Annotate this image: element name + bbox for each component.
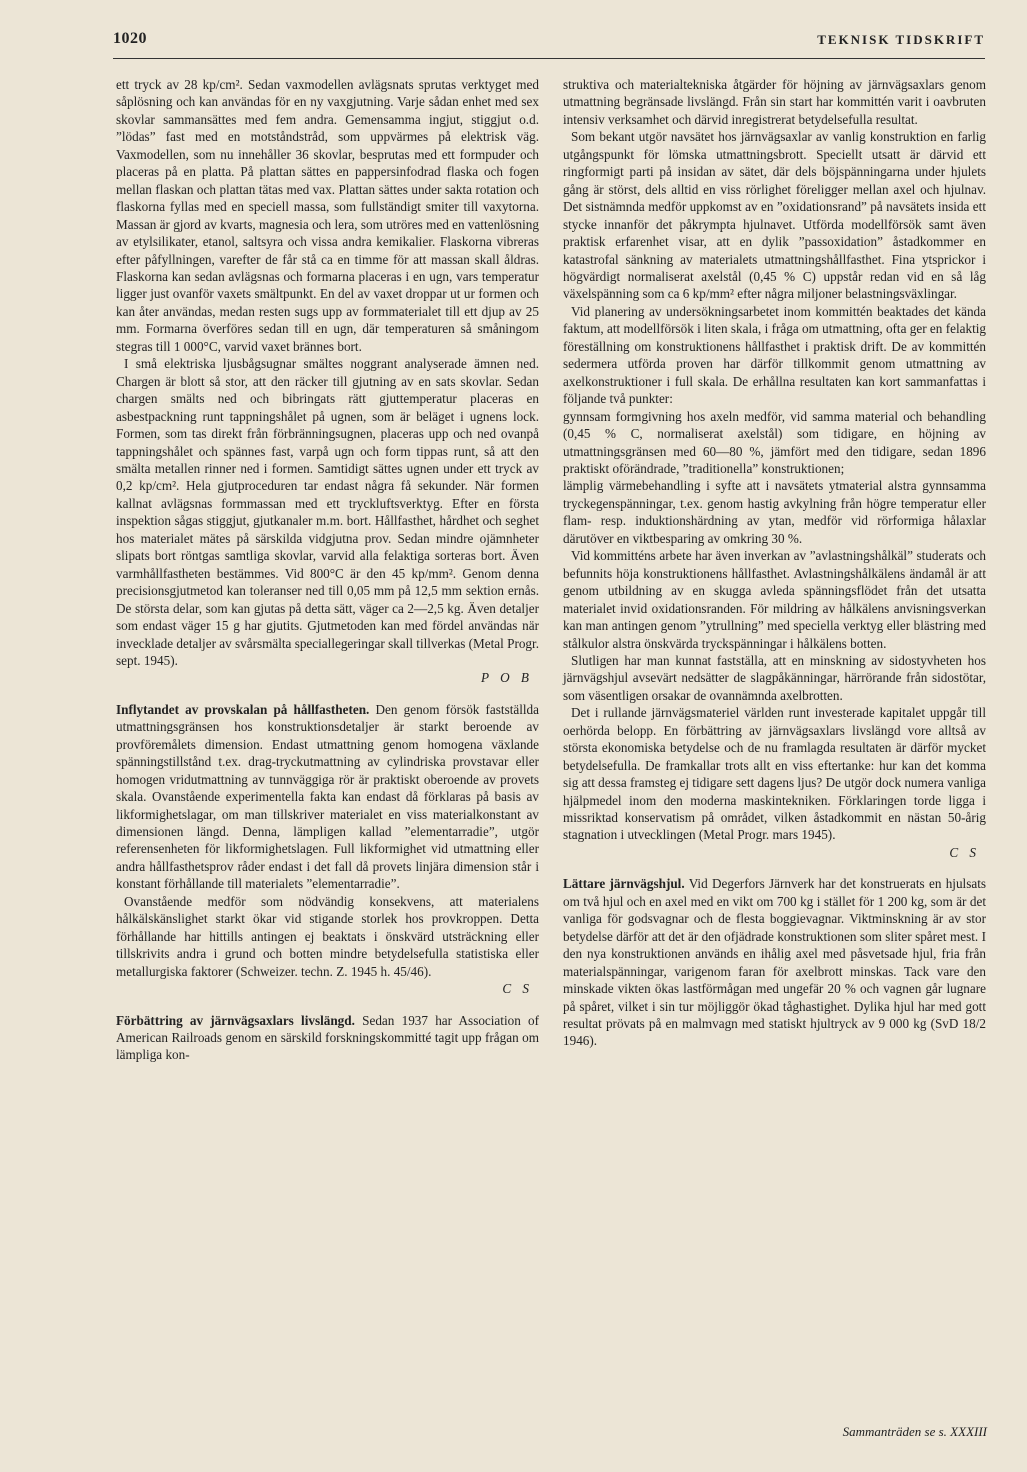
author-signature: C S xyxy=(502,981,533,997)
paragraph-text: Sedan 1937 har Association of American Railroads genom en särskild forskningskommitté tagit upp frågan om lämpliga kon- xyxy=(116,1012,540,1063)
paragraph-text: Vid Degerfors Järnverk har det konstruerats en hjulsats om två hjul och en axel med en vikt om 700 kg i stället för 1 200 kg, som är det vanliga för godsvagnar och de flesta boggievagnar. Viktminskning är av stor betydelse därför att det är den ofjädrade konstruktionen som sliter spåret mest. I den nya konstruktionen används en ihålig axel med påsvetsade hjul, fria från materialspänningar, varigenom faran för axelbrott minskas. Tack vare den minskade vikten ökas lastförmågan med ungefär 20 % och vagnen går lugnare på spåret, vilket i sin tur möjliggör ökad tåghastighet. Dylika hjul har med gott resultat prövats på en malmvagn med statiskt hjultryck av 9 000 kg (SvD 18/2 1946). xyxy=(563,876,987,1049)
author-signature: C S xyxy=(949,844,980,860)
article-heading: Lättare järnvägshjul. xyxy=(563,876,685,892)
article-paragraph xyxy=(116,1012,539,1064)
author-signature: P O B xyxy=(481,670,533,686)
article-paragraph xyxy=(116,701,539,893)
list-item: lämplig värmebehandling i syfte att i navsätets ytmaterial alstra gynnsamma tryckegenspänningar, t.ex. genom hastig avkylning från högre temperatur eller flam- resp. induktionshärdning av ytan, medför vid rörformiga hålaxlar därutöver en viktbesparing av omkring 30 %. xyxy=(563,478,986,546)
footer-note: Sammanträden se s. XXXIII xyxy=(842,1424,987,1439)
paragraph: Ovanstående medför som nödvändig konsekvens, att materialens hålkälskänslighet starkt ökar vid stigande storlek hos provkroppen. Detta förhållande har hittills antingen ej beaktats i önskvärd utsträckning eller tillskrivits andra i grund och botten mindre betydelsefulla statistiska eller metallurgiska faktorer (Schweizer. techn. Z. 1945 h. 45/46). xyxy=(116,893,539,979)
list-item: gynnsam formgivning hos axeln medför, vid samma material och behandling (0,45 % C, normaliserat axelstål) som tidigare, en höjning av utmattningsgränsen med 60—80 %, jämfört med den tidigare, sedan 1896 praktiskt oförändrade, ”traditionella” konstruktionen; xyxy=(563,408,986,476)
paragraph: ett tryck av 28 kp/cm². Sedan vaxmodellen avlägsnats sprutas verktyget med såplösning och kan användas för en ny vaxgjutning. Varje sådan enhet med sex skovlar sammansättes med fem andra. Gemensamma ingjut, stiggjut o.d. ”lödas” fast med en motståndstråd, som uppvärmes på elektrisk väg. Vaxmodellen, som nu innehåller 36 skovlar, besprutas med ett formpuder och placeras på en platta. På plattan sättes en pappersinfodrad flaska och fogen mellan flaskan och plattan tätas med vax. Plattan sättes under sakta rotation och flaskorna fyllas med en speciell massa, som fullständigt smiter till vaxytorna. Massan är gjord av kvarts, magnesia och lera, som utröres med en vattenlösning av etylsilikater, etanol, saltsyra och vissa andra kemikalier. Flaskorna vibreras efter påfyllningen, varefter de får stå ca en timme för att massan skall åldras. Flaskorna kan sedan avlägsnas och formarna placeras i en ugn, vars temperatur ligger just ovanför vaxets smältpunkt. En del av vaxet droppar ut ur formen och kan åter användas, medan resten sugs upp av formmaterialet till ett djup av 25 mm. Formarna överföres sedan till en ugn, där temperaturen så småningom stegras till 1 000°C, varvid vaxet brännes bort. xyxy=(116,77,539,354)
journal-title: TEKNISK TIDSKRIFT xyxy=(817,32,985,47)
paragraph: struktiva och materialtekniska åtgärder för höjning av järnvägsaxlars genom utmattning begränsade livslängd. Från sin start har kommittén varit i oavbruten intensiv verksamhet och därvid inregistrerat betydelsefulla resultat. xyxy=(563,77,986,127)
article-heading: Förbättring av järnvägsaxlars livslängd. xyxy=(116,1012,355,1028)
paragraph: Slutligen har man kunnat fastställa, att en minskning av sidostyvheten hos järnvägshjul avsevärt nedsätter de slagpåkänningar, härrörande från sidostötar, som väsentligen orsakar de ovannämnda axelbrotten. xyxy=(563,652,986,703)
paragraph: Som bekant utgör navsätet hos järnvägsaxlar av vanlig konstruktion en farlig utgångspunkt för lömska utmattningsbrott. Speciellt utsatt är därvid ett ringformigt parti på insidan av sätet, där dels böjspänningarna under hjulets gång är störst, dels alltid en viss rörlighet föreligger mellan axel och hjulnav. Det sistnämnda medför uppkomst av en ”oxidationsrand” på navsätets insida ett stycke innanför det påkrympta hjulnavet. Utförda modellförsök samt även praktisk erfarenhet visar, att en dylik ”passoxidation” åstadkommer en katastrofal sänkning av materialets utmattningshållfasthet. Fina ytsprickor i högvärdigt normaliserat axelstål (0,45 % C) uppstår redan vid en så låg växelspänning som ca 6 kp/mm² efter några miljoner belastningsväxlingar. xyxy=(563,129,986,302)
left-column xyxy=(116,76,539,1064)
paragraph: Det i rullande järnvägsmateriel världen runt investerade kapitalet uppgår till oerhörda belopp. En förbättring av järnvägsaxlars livslängd vore alltså av största ekonomiska betydelse och de nu framlagda resultaten är därför mycket betydelsefulla. De framkallar trots allt en viss eftertanke: hur kan det komma sig att dessa framsteg ej tidigare sett dagens ljus? De utgör dock numera vanliga hjälpmedel inom den moderna maskintekniken. Förklaringen torde ligga i missriktad konservatism på området, vilken åstadkommit en nästan 50-årig stagnation i utvecklingen (Metal Progr. mars 1945). xyxy=(563,705,986,843)
paragraph: Vid planering av undersökningsarbetet inom kommittén beaktades det kända faktum, att modellförsök i liten skala, i fråga om utmattning, ofta ger en felaktig föreställning om konstruktionens hållfasthet i praktisk drift. De av kommittén sedermera utförda proven har därför tillkommit genom utmattning av axelkonstruktioner i full skala. De erhållna resultaten kan kort sammanfattas i följande två punkter: xyxy=(563,303,986,407)
article-heading: Inflytandet av provskalan på hållfastheten. xyxy=(116,701,370,717)
right-column xyxy=(563,76,986,1050)
article-paragraph xyxy=(563,875,986,1050)
paragraph: I små elektriska ljusbågsugnar smältes noggrant analyserade ämnen ned. Chargen är blott så stor, att den räcker till gjutning av en sats skovlar. Sedan chargen smälts ned och bibringats rätt gjuttemperatur placeras en asbestpackning runt tappningshålet på ugnen, som är beläget i ugnens lock. Formen, som tas direkt från förbränningsugnen, placeras upp och ned ovanpå tappningshålet och spännes fast, varpå ugn och form tippas runt, så att den smälta metallen rinner ned i formen. Samtidigt sättes ugnen under ett tryck av 0,2 kp/cm². Hela gjutproceduren tar endast några få sekunder. När formen kallnat avlägsnas formmassan med ett tryckluftsverktyg. Efter en första inspektion sågas stiggjut, gjutkanaler m.m. bort. Hållfasthet, hårdhet och seghet hos materialet mätes på särskilda vidgjutna prov. Sedan mindre ojämnheter slipats bort röntgas samtliga skovlar, varvid alla felaktiga sorteras bort. Även varmhållfastheten bestämmes. Vid 800°C är den 45 kp/mm². Genom denna precisionsgjutmetod kan toleranser ned till 0,05 mm på 12,5 mm sektion ernås. De största delar, som kan gjutas på detta sätt, väger ca 2—2,5 kg. Även detaljer som endast väger 15 g har gjutits. Gjutmetoden kan med fördel användas när invecklade detaljer av svårsmälta speciallegeringar skall tillverkas (Metal Progr. sept. 1945). xyxy=(116,356,539,668)
paragraph-text: Den genom försök fastställda utmattningsgränsen hos konstruktionsdetaljer är starkt beroende av provföremålets dimension. Endast utmattning genom homogena växlande spänningstillstånd t.ex. drag-tryckutmattning av cylindriska provstavar eller homogen vridutmattning av tunnväggiga rör är praktiskt oberoende av provets skala. Ovanstående experimentella fakta kan endast då förklaras på basis av likformighetslagar, om man tillskriver materialet en viss materialkonstant av dimensionen längd. Denna, lämpligen kallad ”elementarradie”, utgör referensenheten för likformighetslagen. Full likformighet vid utmattning eller andra hållfasthetsprov råder endast i det fall då provets linjära dimension står i konstant förhållande till materialets ”elementarradie”. xyxy=(116,701,539,892)
paragraph: Vid kommitténs arbete har även inverkan av ”avlastningshålkäl” studerats och befunnits höja konstruktionens hållfasthet. Avlastningshålkälens ändamål är att genom utbildning av en skugga avleda spänningsflödet från det utsatta materialet invid oxidationsranden. För mildring av hålkälens anvisningsverkan kan man antingen genom ”ytrullning” med speciella verktyg eller blästring med stålkulor alstra önskvärda tryckspänningar i hålkälens botten. xyxy=(563,548,986,651)
header-rule xyxy=(113,58,985,59)
page-header xyxy=(113,26,985,54)
page-number: 1020 xyxy=(113,30,147,47)
